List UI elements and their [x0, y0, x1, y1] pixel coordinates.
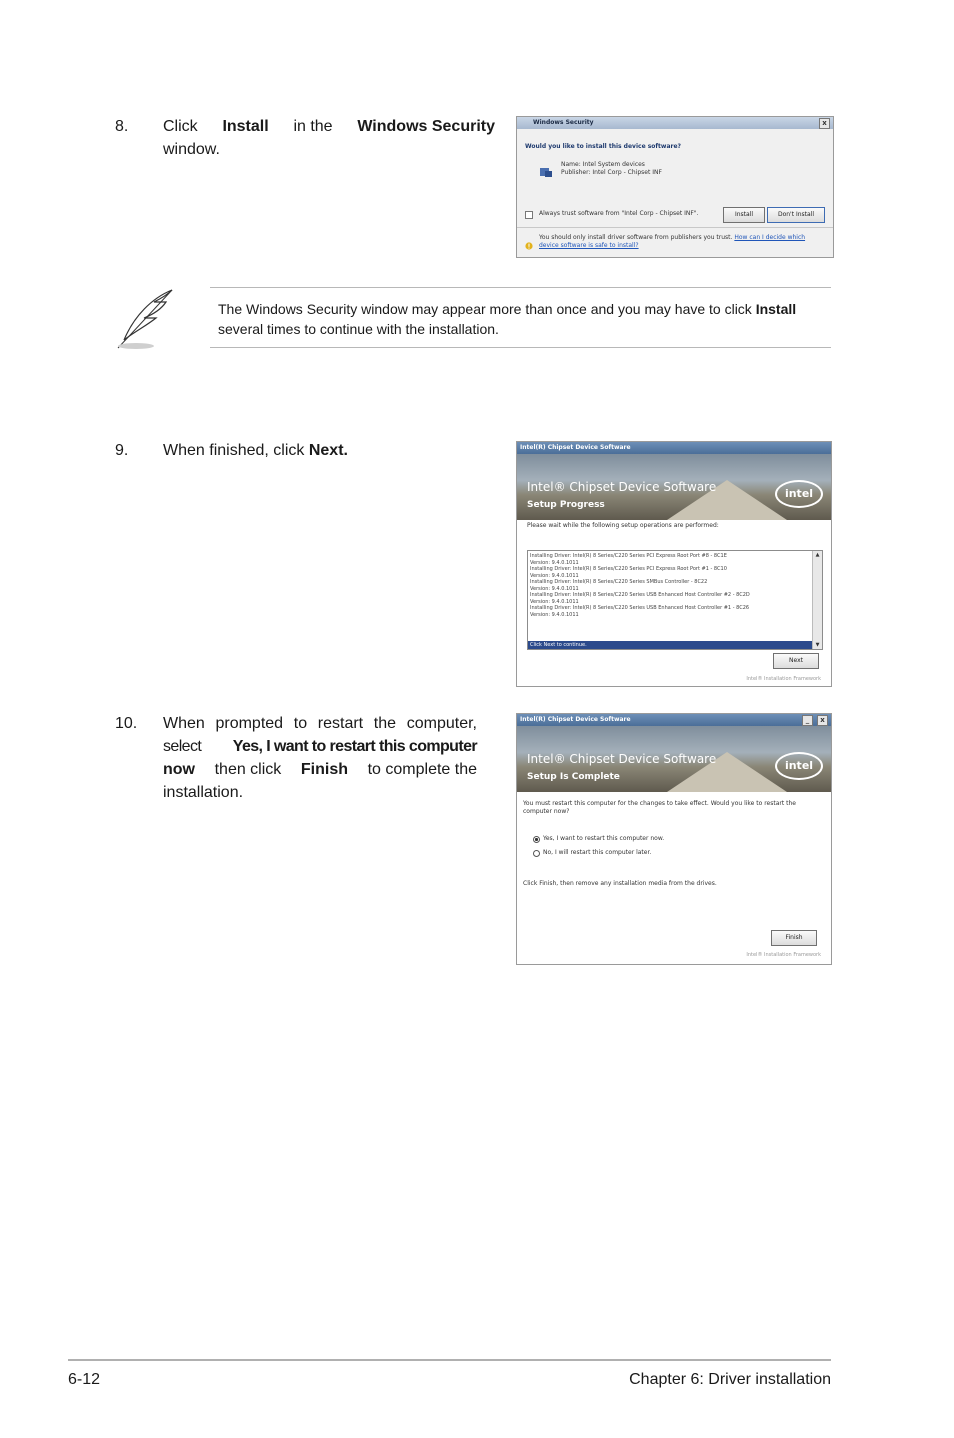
chapter-title: Chapter 6: Driver installation: [629, 1371, 831, 1388]
step-10-line2: [163, 735, 477, 758]
scroll-up-arrow-icon[interactable]: ▲: [815, 552, 820, 558]
progress-banner: [517, 454, 831, 520]
step-10-finish: Finish: [300, 761, 348, 778]
intel-logo: intel: [775, 480, 823, 508]
log-scrollbar[interactable]: [812, 551, 822, 649]
step-8-window: window.: [163, 141, 220, 158]
complete-titlebar: [517, 714, 831, 726]
step-8-text: [163, 115, 495, 161]
log-line: Version: 9.4.0.1011: [530, 559, 579, 566]
radio-no[interactable]: [533, 850, 540, 857]
step-9-number: 9.: [115, 442, 129, 459]
step-8-number: 8.: [115, 118, 129, 135]
security-titlebar: [517, 117, 833, 129]
step-10-line3: [163, 758, 477, 781]
device-publisher-line: Publisher: Intel Corp - Chipset INF: [561, 169, 662, 176]
progress-brand: Intel® Installation Framework: [746, 676, 821, 682]
close-icon[interactable]: x: [819, 118, 830, 129]
step-10-select: select: [163, 738, 202, 755]
progress-log-lines: [528, 551, 810, 618]
radio-yes[interactable]: [533, 836, 540, 843]
log-line: Installing Driver: Intel(R) 8 Series/C220 Series USB Enhanced Host Controller #1 - 8C26: [530, 605, 750, 611]
note-text-before: The Windows Security window may appear more than once and you may have to click: [218, 301, 752, 317]
progress-banner-subtitle: Setup Progress: [527, 500, 605, 510]
radio-no-label: No, I will restart this computer later.: [543, 849, 652, 856]
note-bottom-rule: [210, 347, 831, 348]
log-line: Installing Driver: Intel(R) 8 Series/C220 Series USB Enhanced Host Controller #2 - 8C2D: [530, 592, 750, 598]
step-8-windows-security: Windows Security: [357, 118, 495, 135]
step-8-in-the: in the: [293, 118, 333, 135]
complete-banner-title: Intel® Chipset Device Software: [527, 752, 717, 766]
progress-log[interactable]: [527, 550, 823, 650]
note-text-after: several times to continue with the installation.: [218, 321, 499, 337]
step-10-then-click: then click: [214, 761, 282, 778]
complete-title: Intel(R) Chipset Device Software: [520, 716, 631, 723]
minimize-icon[interactable]: _: [802, 715, 813, 726]
finish-button[interactable]: Finish: [771, 930, 817, 946]
step-8-install: Install: [222, 118, 269, 135]
always-trust-label: Always trust software from "Intel Corp - Chipset INF".: [539, 210, 699, 217]
close-icon[interactable]: x: [817, 715, 828, 726]
setup-complete-window: [516, 713, 832, 965]
setup-progress-window: [516, 441, 832, 687]
note-feather-icon: [112, 288, 182, 352]
page-number: 6-12: [68, 1371, 101, 1388]
progress-title: Intel(R) Chipset Device Software: [520, 444, 631, 451]
warning-text: You should only install driver software from publishers you trust.: [539, 234, 733, 241]
step-10-installation: installation.: [163, 784, 244, 801]
complete-banner: [517, 726, 831, 792]
scroll-down-arrow-icon[interactable]: ▼: [815, 642, 820, 648]
progress-titlebar: [517, 442, 831, 454]
log-line: Version: 9.4.0.1011: [530, 585, 579, 592]
warning-text-block: [539, 234, 823, 250]
step-10-text: [163, 712, 477, 804]
install-button[interactable]: Install: [723, 207, 765, 223]
log-line: Installing Driver: Intel(R) 8 Series/C220 Series PCI Express Root Port #8 - 8C1E: [530, 553, 727, 559]
progress-instruction: Please wait while the following setup operations are performed:: [527, 522, 719, 529]
log-line: Installing Driver: Intel(R) 8 Series/C220 Series PCI Express Root Port #1 - 8C10: [530, 566, 727, 572]
note-text: [218, 299, 834, 339]
intel-logo: intel: [775, 752, 823, 780]
step-10-to-complete: to complete the: [367, 761, 477, 778]
windows-security-dialog: [516, 116, 834, 258]
device-icon: [539, 163, 553, 175]
progress-banner-title: Intel® Chipset Device Software: [527, 480, 717, 494]
step-9-next: Next.: [308, 442, 348, 459]
radio-yes-label: Yes, I want to restart this computer now.: [543, 835, 665, 842]
footer-rule: [68, 1359, 831, 1361]
device-name-line: Name: Intel System devices: [561, 161, 645, 168]
step-9-text: [163, 439, 348, 462]
security-title: Windows Security: [533, 119, 594, 126]
complete-banner-subtitle: Setup Is Complete: [527, 772, 620, 782]
complete-message: You must restart this computer for the changes to take effect. Would you like to restart the computer now?: [523, 800, 796, 815]
always-trust-checkbox[interactable]: [525, 211, 533, 219]
note-top-rule: [210, 287, 831, 288]
security-divider: [517, 227, 833, 228]
log-line: Version: 9.4.0.1011: [530, 598, 579, 605]
warning-help-link[interactable]: How can I decide which device software is safe to install?: [539, 234, 806, 249]
complete-brand: Intel® Installation Framework: [746, 952, 821, 958]
security-question: Would you like to install this device software?: [525, 143, 682, 150]
note-install: Install: [755, 301, 797, 317]
step-10-yes-option: Yes, I want to restart this computer: [232, 738, 477, 755]
step-8-click: Click: [163, 118, 198, 135]
log-line: Version: 9.4.0.1011: [530, 611, 579, 618]
log-line: Installing Driver: Intel(R) 8 Series/C220 Series SMBus Controller - 8C22: [530, 579, 708, 585]
warning-shield-icon: [525, 235, 533, 243]
step-10-line1: When prompted to restart the computer,: [163, 715, 477, 732]
step-9-instruction: When finished, click: [163, 442, 305, 459]
log-selected-line: Click Next to continue.: [528, 641, 812, 649]
step-10-now: now: [163, 761, 195, 778]
log-line: Version: 9.4.0.1011: [530, 572, 579, 579]
finish-note: Click Finish, then remove any installation media from the drives.: [523, 880, 717, 887]
next-button[interactable]: Next: [773, 653, 819, 669]
step-10-number: 10.: [115, 715, 138, 732]
dont-install-button[interactable]: Don't Install: [767, 207, 825, 223]
